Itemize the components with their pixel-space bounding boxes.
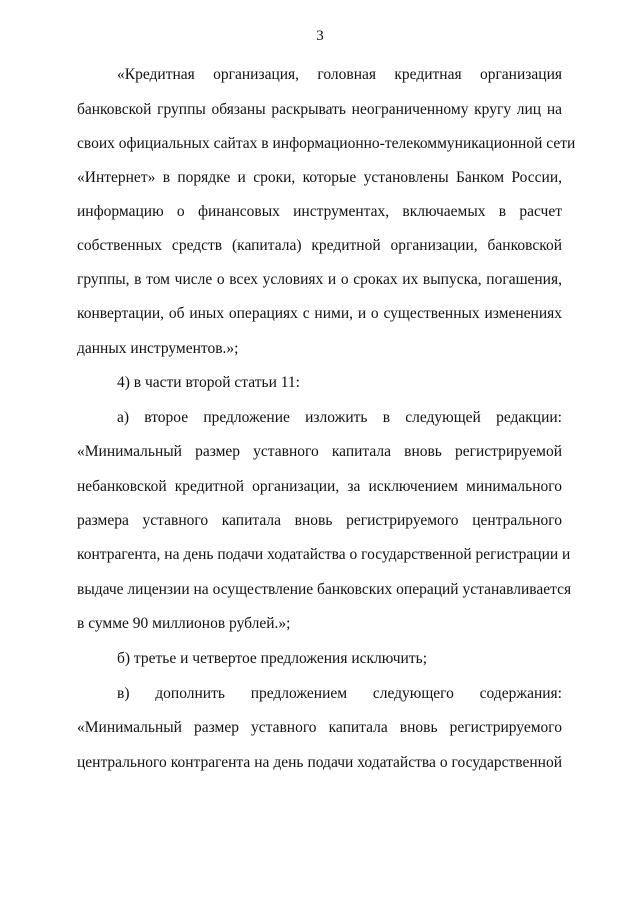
text-line: банковской группы обязаны раскрывать неограниченному кругу лиц на (77, 101, 562, 118)
page-number: 3 (316, 28, 324, 44)
text-line: «Минимальный размер уставного капитала вновь регистрируемого (77, 719, 562, 736)
text-line: выдаче лицензии на осуществление банковских операций устанавливается (77, 581, 572, 598)
text-line: в) дополнить предложением следующего содержания: (117, 685, 562, 702)
text-line: размера уставного капитала вновь регистрируемого центрального (77, 512, 562, 529)
text-line: собственных средств (капитала) кредитной организации, банковской (77, 237, 562, 254)
text-line: в сумме 90 миллионов рублей.»; (77, 615, 291, 632)
text-line: контрагента, на день подачи ходатайства о государственной регистрации и (77, 546, 571, 563)
text-line: своих официальных сайтах в информационно-телекоммуникационной сети (77, 135, 576, 152)
text-line: центрального контрагента на день подачи ходатайства о государственной (77, 754, 562, 771)
text-line: 4) в части второй статьи 11: (117, 374, 300, 391)
text-line: группы, в том числе о всех условиях и о сроках их выпуска, погашения, (77, 271, 562, 288)
text-line: данных инструментов.»; (77, 340, 239, 357)
text-line: «Интернет» в порядке и сроки, которые установлены Банком России, (77, 169, 562, 186)
text-line: небанковской кредитной организации, за исключением минимального (77, 478, 562, 495)
text-line: конвертации, об иных операциях с ними, и о существенных изменениях (77, 305, 562, 322)
text-line: «Минимальный размер уставного капитала вновь регистрируемой (77, 443, 562, 460)
text-line: информацию о финансовых инструментах, включаемых в расчет (77, 203, 562, 220)
text-line: «Кредитная организация, головная кредитная организация (117, 66, 562, 83)
text-line: а) второе предложение изложить в следующей редакции: (117, 409, 562, 426)
text-line: б) третье и четвертое предложения исключить; (117, 650, 427, 667)
